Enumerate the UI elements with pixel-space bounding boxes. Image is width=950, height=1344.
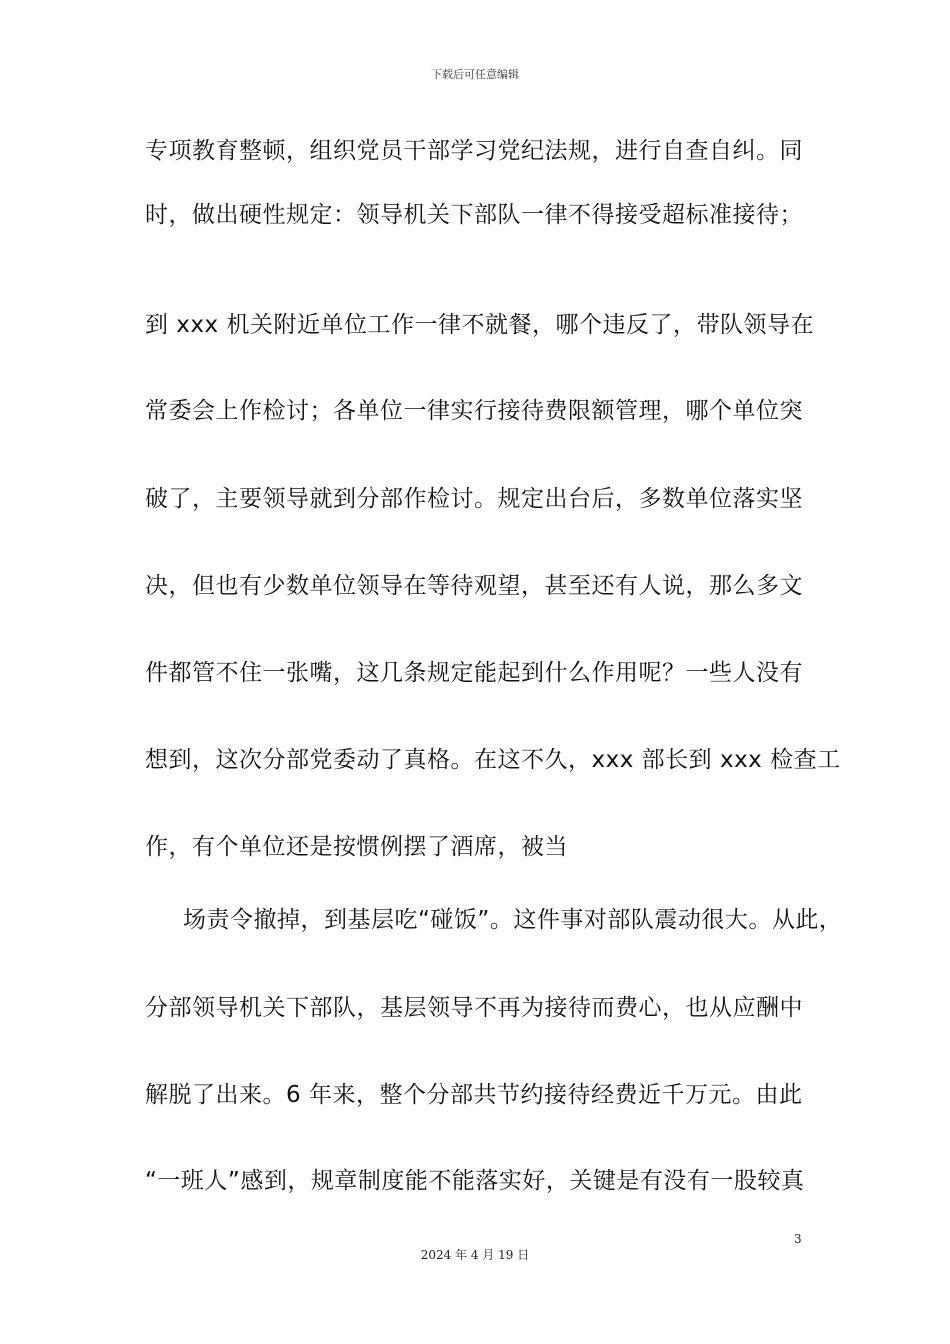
footer-date: 2024 年 4 月 19 日 — [420, 1248, 530, 1262]
body-line-6: 决，但也有少数单位领导在等待观望，甚至还有人说，那么多文 — [145, 573, 803, 599]
body-line-5: 破了，主要领导就到分部作检讨。规定出台后，多数单位落实坚 — [145, 486, 803, 512]
body-line-12: 解脱了出来。6 年来，整个分部共节约接待经费近千万元。由此 — [145, 1082, 803, 1108]
page-number: 3 — [794, 1232, 802, 1246]
body-line-2: 时，做出硬性规定：领导机关下部队一律不得接受超标准接待； — [145, 202, 803, 228]
body-line-3: 到 xxx 机关附近单位工作一律不就餐，哪个违反了，带队领导在 — [145, 312, 814, 338]
body-line-13: “一班人”感到，规章制度能不能落实好，关键是有没有一股较真 — [145, 1168, 805, 1194]
body-line-9: 作，有个单位还是按惯例摆了酒席，被当 — [145, 834, 568, 860]
body-line-4: 常委会上作检讨；各单位一律实行接待费限额管理，哪个单位突 — [145, 398, 803, 424]
page-header: 下载后可任意编辑 — [431, 68, 519, 81]
body-line-1: 专项教育整顿，组织党员干部学习党纪法规，进行自查自纠。同 — [145, 138, 803, 164]
body-line-11: 分部领导机关下部队，基层领导不再为接待而费心，也从应酬中 — [145, 995, 803, 1021]
body-line-7: 件都管不住一张嘴，这几条规定能起到什么作用呢？一些人没有 — [145, 660, 803, 686]
body-line-10: 场责令撤掉，到基层吃“碰饭”。这件事对部队震动很大。从此， — [183, 907, 843, 933]
body-line-8: 想到，这次分部党委动了真格。在这不久，xxx 部长到 xxx 检查工 — [145, 747, 841, 773]
